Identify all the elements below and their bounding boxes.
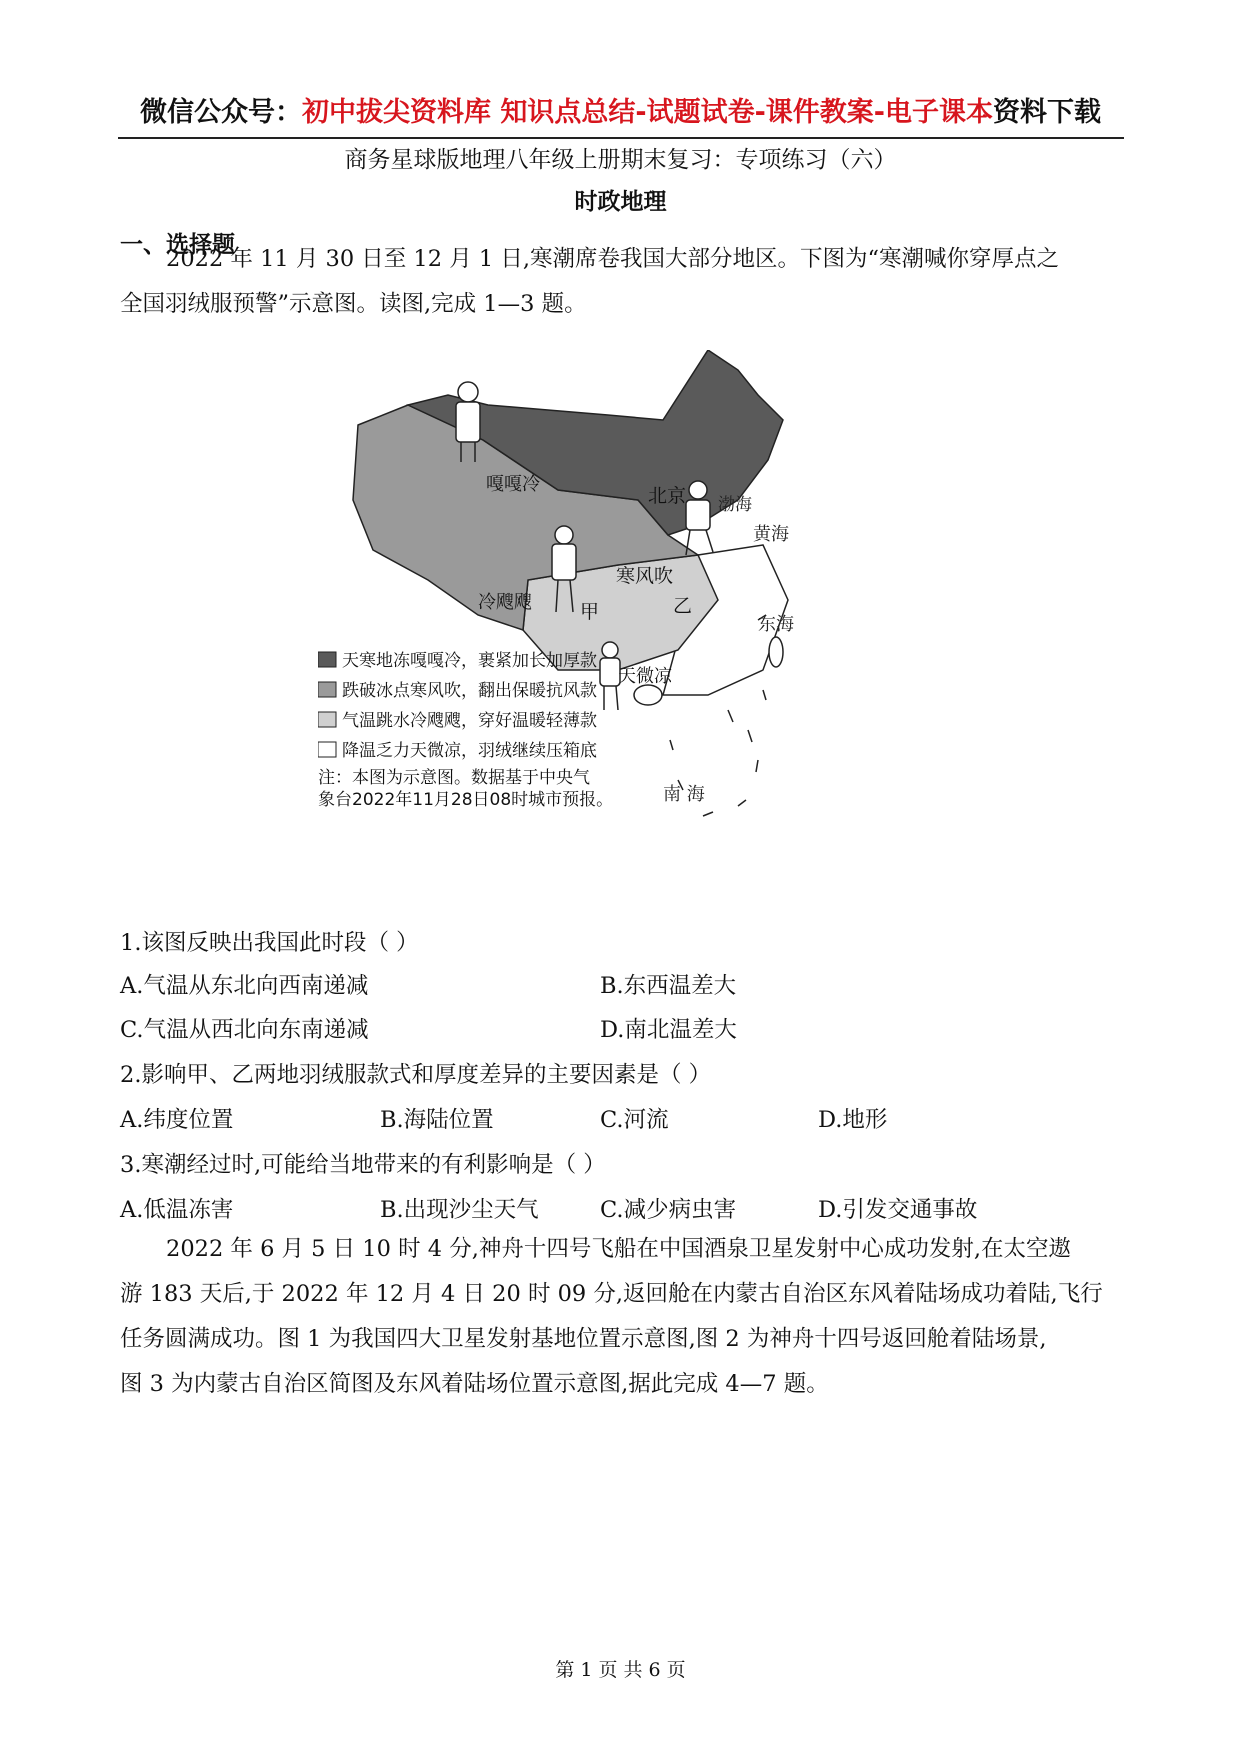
label-bohai: 渤海: [718, 495, 752, 515]
map-legend: [318, 651, 613, 810]
intro-paragraph-1: [120, 237, 1125, 327]
intro2-line1: 2022 年 6 月 5 日 10 时 4 分,神舟十四号飞船在中国酒泉卫星发射中心成功发射,在太空遨: [166, 1236, 1072, 1262]
legend-item-1: 天寒地冻嘎嘎冷，裹紧加长加厚款: [342, 651, 597, 671]
map-note-line1: 注：本图为示意图。数据基于中央气: [318, 768, 590, 788]
label-donghai: 东海: [758, 614, 794, 635]
q3-option-a: A.低温冻害: [120, 1197, 234, 1223]
label-lengsousou: 冷飕飕: [478, 592, 532, 613]
question-3-stem: 3.寒潮经过时,可能给当地带来的有利影响是（ ）: [120, 1152, 606, 1178]
label-nanhai: 南 海: [663, 784, 705, 805]
label-beijing: 北京: [648, 485, 687, 507]
label-gaga: 嘎嘎冷: [486, 474, 540, 495]
q1-option-c: C.气温从西北向东南递减: [120, 1017, 369, 1043]
label-yi: 乙: [673, 595, 693, 617]
q3-option-d: D.引发交通事故: [818, 1197, 978, 1223]
q2-option-c: C.河流: [600, 1107, 669, 1133]
question-1-stem: 1.该图反映出我国此时段（ ）: [120, 930, 419, 956]
intro-paragraph-2: [120, 1227, 1125, 1407]
label-tianweiliang: 天微凉: [618, 666, 672, 687]
page-footer: 第 1 页 共 6 页: [555, 1659, 686, 1681]
q3-option-c: C.减少病虫害: [600, 1197, 737, 1223]
legend-item-2: 跌破冰点寒风吹，翻出保暖抗风款: [342, 681, 597, 701]
question-2-stem: 2.影响甲、乙两地羽绒服款式和厚度差异的主要因素是（ ）: [120, 1062, 712, 1088]
legend-item-3: 气温跳水冷飕飕，穿好温暖轻薄款: [342, 711, 597, 731]
header-red-text: 初中拔尖资料库 知识点总结-试题试卷-课件教案-电子课本: [301, 97, 994, 128]
label-hanfeng: 寒风吹: [616, 565, 674, 587]
q2-option-a: A.纬度位置: [120, 1107, 234, 1133]
china-map-figure: [318, 350, 928, 910]
label-jia: 甲: [580, 601, 600, 623]
intro1-line1: 2022 年 11 月 30 日至 12 月 1 日,寒潮席卷我国大部分地区。下图为“寒潮喊你穿厚点之: [166, 246, 1059, 272]
header-rule: [118, 137, 1124, 139]
intro1-line2: 全国羽绒服预警”示意图。读图,完成 1—3 题。: [120, 291, 587, 317]
intro2-line4: 图 3 为内蒙古自治区简图及东风着陆场位置示意图,据此完成 4—7 题。: [120, 1371, 829, 1397]
q2-option-d: D.地形: [818, 1107, 888, 1133]
intro2-line2: 游 183 天后,于 2022 年 12 月 4 日 20 时 09 分,返回舱在内蒙古自治区东风着陆场成功着陆,飞行: [120, 1281, 1103, 1307]
legend-item-4: 降温乏力天微凉，羽绒继续压箱底: [342, 741, 597, 761]
header-suffix: 资料下载: [993, 97, 1102, 128]
doc-title: 商务星球版地理八年级上册期末复习：专项练习（六）: [344, 147, 897, 173]
q1-option-a: A.气温从东北向西南递减: [120, 973, 369, 999]
map-note-line2: 象台2022年11月28日08时城市预报。: [318, 790, 614, 810]
q1-option-d: D.南北温差大: [600, 1017, 737, 1043]
q1-option-b: B.东西温差大: [600, 973, 737, 999]
intro2-line3: 任务圆满成功。图 1 为我国四大卫星发射基地位置示意图,图 2 为神舟十四号返回舱着陆场景,: [120, 1326, 1047, 1352]
section-heading: 一、选择题: [120, 231, 235, 258]
doc-subtitle: 时政地理: [574, 188, 667, 215]
q3-option-b: B.出现沙尘天气: [380, 1197, 539, 1223]
person-icon-south: [600, 642, 620, 710]
label-huanghai: 黄海: [753, 524, 789, 545]
header-prefix: 微信公众号：: [139, 97, 302, 128]
q2-option-b: B.海陆位置: [380, 1107, 494, 1133]
china-map: [318, 350, 928, 910]
page-header: [0, 90, 1241, 129]
